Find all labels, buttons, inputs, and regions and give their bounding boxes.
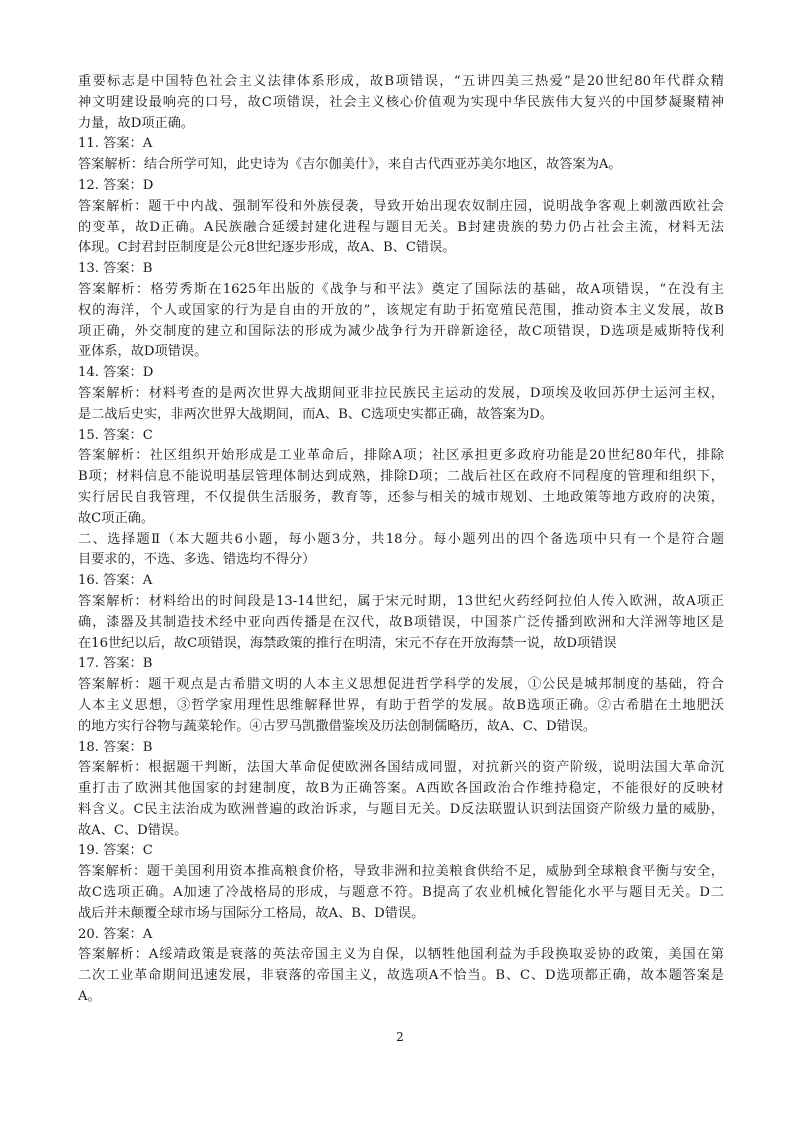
- text-line: 答案解析：结合所学可知，此史诗为《吉尔伽美什》，来自古代西亚苏美尔地区，故答案为A。: [78, 157, 622, 173]
- text-line: 项正确，外交制度的建立和国际法的形成为减少战争行为开辟新途径，故C项错误，D选项是威斯特伐利: [78, 323, 724, 339]
- text-line: 12. 答案：D: [78, 177, 154, 193]
- text-line: 战后并未颠覆全球市场与国际分工格局，故A、B、D错误。: [78, 905, 425, 921]
- text-line: 答案解析：题干中内战、强制军役和外族侵袭，导致开始出现农奴制庄园，说明战争客观上刺激西欧社会: [78, 198, 724, 214]
- text-line: 体现。C封君封臣制度是公元8世纪逐步形成，故A、B、C错误。: [78, 240, 456, 256]
- page-number: 2: [396, 1030, 404, 1044]
- text-line: 答案解析：题干观点是古希腊文明的人本主义思想促进哲学科学的发展，①公民是城邦制度的基础，符合: [78, 677, 724, 693]
- text-line: 答案解析：材料给出的时间段是13-14世纪，属于宋元时期，13世纪火药经阿拉伯人传入欧洲，故A项正: [78, 593, 724, 609]
- text-line: 故C项正确。: [78, 510, 155, 526]
- text-line: 故A、C、D错误。: [78, 822, 188, 838]
- text-line: 重要标志是中国特色社会主义法律体系形成，故B项错误，“五讲四美三热爱”是20世纪80年代群众精: [78, 74, 724, 89]
- text-line: 确，漆器及其制造技术经中亚向西传播是在汉代，故B项错误，中国茶广泛传播到欧洲和大洋洲等地区是: [78, 614, 724, 630]
- text-line: 13. 答案：B: [78, 261, 153, 277]
- text-line: 19. 答案：C: [78, 843, 153, 859]
- text-line: 答案解析：材料考查的是两次世界大战期间亚非拉民族民主运动的发展，D项埃及收回苏伊士运河主权，: [78, 385, 724, 401]
- text-line: 的变革，故D正确。A民族融合延缓封建化进程与题目无关。B封建贵族的势力仍占社会主流，材料无法: [78, 219, 724, 235]
- text-line: 答案解析：格劳秀斯在1625年出版的《战争与和平法》奠定了国际法的基础，故A项错误，“在没有主: [78, 281, 724, 297]
- document-page: [78, 72, 724, 1008]
- text-line: 15. 答案：C: [78, 427, 153, 443]
- text-line: 17. 答案：B: [78, 656, 153, 672]
- text-line: 11. 答案：A: [78, 136, 153, 152]
- text-line: 亚体系，故D项错误。: [78, 344, 208, 360]
- text-line: 目要求的，不选、多选、错选均不得分）: [78, 552, 316, 568]
- text-line: 是二战后史实，非两次世界大战期间，而A、B、C选项史实都正确，故答案为D。: [78, 406, 554, 422]
- text-line: 答案解析：根据题干判断，法国大革命促使欧洲各国结成同盟，对抗新兴的资产阶级，说明法国大革命沉: [78, 760, 724, 776]
- text-line: 20. 答案：A: [78, 926, 153, 942]
- text-line: B项；材料信息不能说明基层管理体制达到成熟，排除D项；二战后社区在政府不同程度的管理和组织下，: [78, 469, 724, 485]
- text-line: 答案解析：题干美国利用资本推高粮食价格，导致非洲和拉美粮食供给不足，威胁到全球粮食平衡与安全，: [78, 864, 724, 880]
- text-line: 力量，故D项正确。: [78, 115, 195, 131]
- text-line: 答案解析：A绥靖政策是衰落的英法帝国主义为自保，以牺牲他国利益为手段换取妥协的政策，美国在第: [78, 947, 724, 963]
- text-line: A。: [78, 989, 101, 1005]
- text-line: 18. 答案：B: [78, 739, 153, 755]
- text-line: 实行居民自我管理，不仅提供生活服务，教育等，还参与相关的城市规划、土地政策等地方政府的决策，: [78, 489, 724, 505]
- text-line: 在16世纪以后，故C项错误，海禁政策的推行在明清，宋元不存在开放海禁一说，故D项错误: [78, 635, 617, 651]
- text-line: 的地方实行谷物与蔬菜轮作。④古罗马凯撒借鉴埃及历法创制儒略历，故A、C、D错误。: [78, 718, 597, 734]
- text-line: 二次工业革命期间迅速发展，非衰落的帝国主义，故选项A不恰当。B、C、D选项都正确，故本题答案是: [78, 968, 724, 984]
- text-line: 神文明建设最响亮的口号，故C项错误，社会主义核心价值观为实现中华民族伟大复兴的中国梦凝聚精神: [78, 94, 724, 110]
- text-line: 16. 答案：A: [78, 573, 153, 589]
- text-line: 重打击了欧洲其他国家的封建制度，故B为正确答案。A西欧各国政治合作维持稳定，不能很好的反映材: [78, 781, 724, 797]
- text-line: 料含义。C民主法治成为欧洲普遍的政治诉求，与题目无关。D反法联盟认识到法国资产阶级力量的威胁，: [78, 801, 724, 817]
- text-line: 人本主义思想，③哲学家用理性思维解释世界，有助于哲学的发展。故B选项正确。②古希腊在土地肥沃: [78, 697, 724, 713]
- text-line: 二、选择题Ⅱ（本大题共6小题，每小题3分，共18分。每小题列出的四个备选项中只有一个是符合题: [78, 531, 724, 547]
- text-line: 14. 答案：D: [78, 365, 154, 381]
- text-line: 故C选项正确。A加速了冷战格局的形成，与题意不符。B提高了农业机械化智能化水平与题目无关。D二: [78, 885, 724, 901]
- text-line: 权的海洋，个人或国家的行为是自由的开放的”，该规定有助于拓宽殖民范围，推动资本主义发展，故B: [78, 302, 724, 318]
- text-line: 答案解析：社区组织开始形成是工业革命后，排除A项；社区承担更多政府功能是20世纪80年代，排除: [78, 448, 724, 464]
